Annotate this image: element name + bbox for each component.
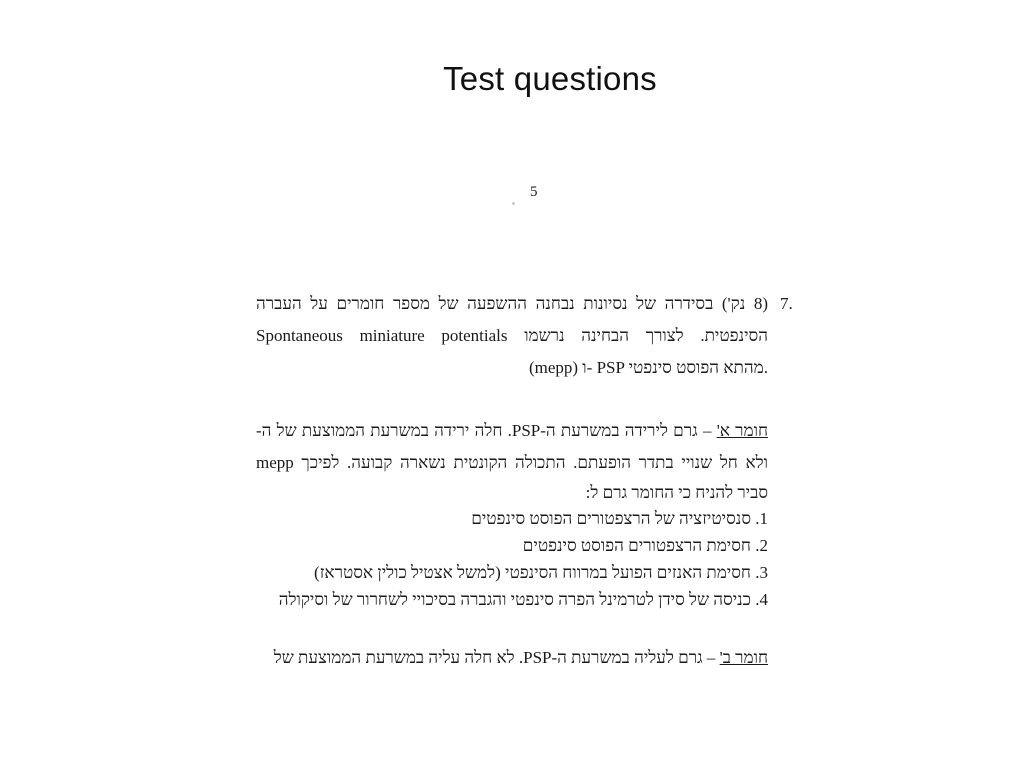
material-a-line-1 <box>256 421 768 441</box>
question-intro-line-3: (mepp) ו- PSP מהתא הפוסט סינפטי. <box>528 358 768 377</box>
scanned-exam-page <box>150 120 830 720</box>
material-a-line-3: סביר להניח כי החומר גרם ל: <box>585 483 768 502</box>
material-a-text: – גרם לירידה במשרעת ה-PSP. חלה ירידה במשרעת הממוצעת של ה- <box>256 421 717 440</box>
answer-option-1: 1. סנסיטיזציה של הרצפטורים הפוסט סינפטים <box>471 509 768 528</box>
question-intro-line-1: (8 נק') בסידרה של נסיונות נבחנה ההשפעה של מספר חומרים על העברה <box>256 294 768 313</box>
material-b-text: – גרם לעליה במשרעת ה-PSP. לא חלה עליה במשרעת הממוצעת של <box>273 648 720 667</box>
material-a-line-2: mepp ולא חל שנויי בתדר הופעתם. התכולה הקונטית נשארה קבועה. לפיכך <box>256 453 768 472</box>
slide-title: Test questions <box>443 60 657 97</box>
answer-option-2: 2. חסימת הרצפטורים הפוסט סינפטים <box>522 536 768 555</box>
question-number: 7. <box>780 294 793 313</box>
scan-speck <box>512 202 515 205</box>
material-b-line-1 <box>274 648 768 668</box>
material-b-label: חומר ב' <box>719 648 768 667</box>
page-number: 5 <box>530 184 538 200</box>
answer-option-3: 3. חסימת האנזים הפועל במרווח הסינפטי (למשל אצטיל כולין אסטראז) <box>314 563 768 582</box>
question-intro-line-2: הסינפטית. לצורך הבחינה נרשמו Spontaneous miniature potentials <box>256 326 768 345</box>
material-a-label: חומר א' <box>716 421 769 440</box>
answer-option-4: 4. כניסה של סידן לטרמינל הפרה סינפטי והגברה בסיכויי לשחרור של וסיקולה <box>278 590 768 609</box>
